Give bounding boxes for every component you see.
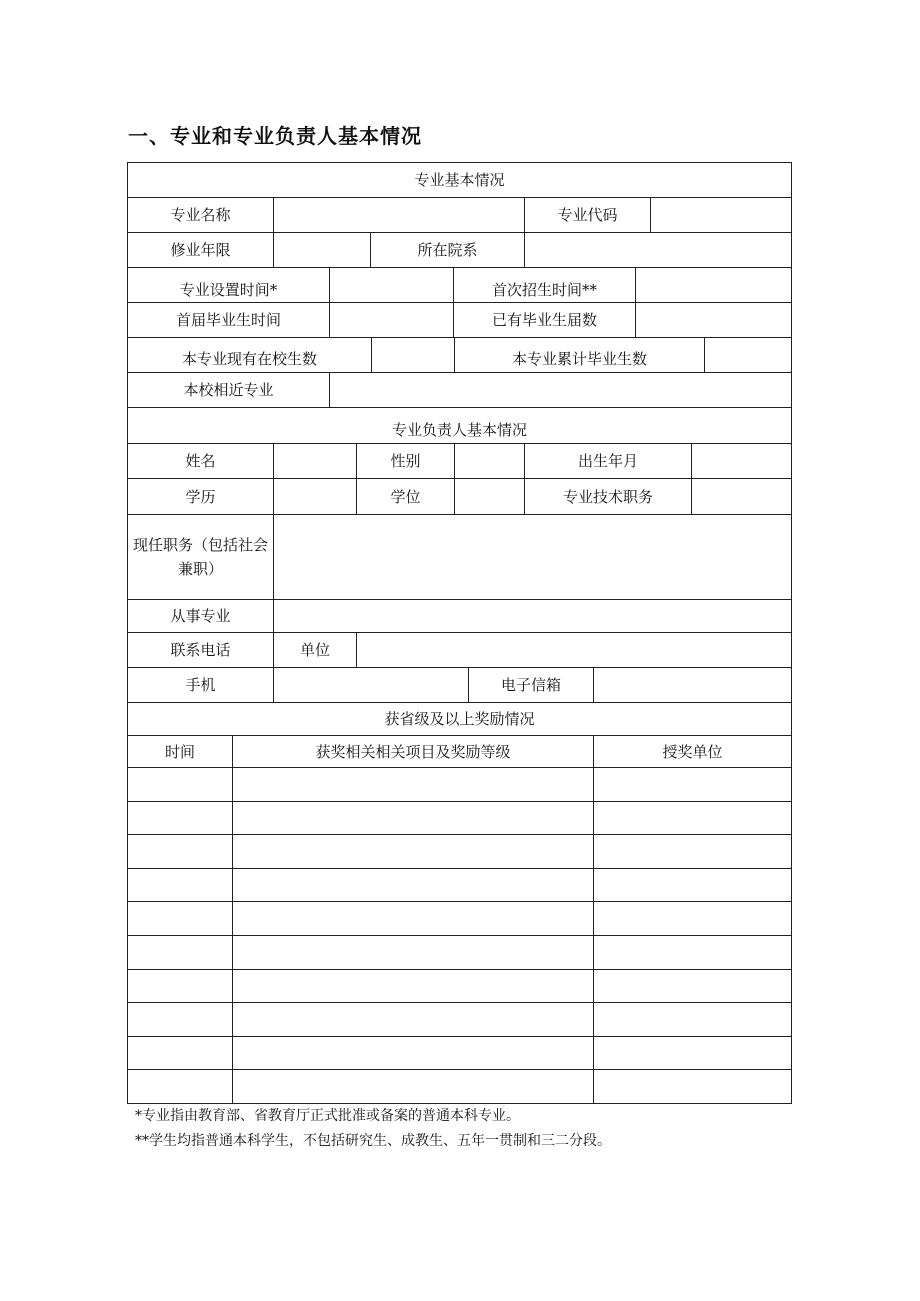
gender-field[interactable] <box>454 443 525 479</box>
award-time-cell[interactable] <box>127 801 233 836</box>
page-heading: 一、专业和专业负责人基本情况 <box>128 124 422 148</box>
field-field[interactable] <box>273 599 792 633</box>
education-field[interactable] <box>273 478 357 515</box>
awards-col-unit: 授奖单位 <box>593 735 792 768</box>
label-department: 所在院系 <box>370 232 525 268</box>
birth-field[interactable] <box>691 443 792 479</box>
degree-field[interactable] <box>454 478 525 515</box>
major-name-field[interactable] <box>273 197 525 233</box>
major-section-title: 专业基本情况 <box>127 162 792 198</box>
name-field[interactable] <box>273 443 357 479</box>
award-project-cell[interactable] <box>232 834 594 869</box>
label-phone: 联系电话 <box>127 632 274 668</box>
related-majors-field[interactable] <box>329 372 792 408</box>
department-field[interactable] <box>524 232 792 268</box>
awards-col-time: 时间 <box>127 735 233 768</box>
award-unit-cell[interactable] <box>593 834 792 869</box>
label-setup-time: 专业设置时间* <box>127 267 330 303</box>
current-students-field[interactable] <box>371 337 455 373</box>
label-title-rank: 专业技术职务 <box>524 478 692 515</box>
label-mobile: 手机 <box>127 667 274 703</box>
footnotes <box>135 1104 611 1154</box>
email-field[interactable] <box>593 667 792 703</box>
label-unit: 单位 <box>273 632 357 668</box>
leader-section-title: 专业负责人基本情况 <box>127 407 792 444</box>
award-unit-cell[interactable] <box>593 1036 792 1071</box>
first-grad-time-field[interactable] <box>329 302 454 338</box>
total-graduates-field[interactable] <box>704 337 792 373</box>
awards-col-project: 获奖相关相关项目及奖励等级 <box>232 735 594 768</box>
award-time-cell[interactable] <box>127 1069 233 1104</box>
award-project-cell[interactable] <box>232 901 594 936</box>
label-position: 现任职务（包括社会兼职） <box>127 514 274 600</box>
label-education: 学历 <box>127 478 274 515</box>
award-unit-cell[interactable] <box>593 935 792 970</box>
award-unit-cell[interactable] <box>593 969 792 1004</box>
study-years-field[interactable] <box>273 232 371 268</box>
award-time-cell[interactable] <box>127 935 233 970</box>
awards-section-title: 获省级及以上奖励情况 <box>127 702 792 736</box>
label-study-years: 修业年限 <box>127 232 274 268</box>
label-email: 电子信箱 <box>468 667 594 703</box>
award-unit-cell[interactable] <box>593 1002 792 1037</box>
award-time-cell[interactable] <box>127 901 233 936</box>
award-time-cell[interactable] <box>127 767 233 802</box>
label-gender: 性别 <box>356 443 455 479</box>
award-project-cell[interactable] <box>232 868 594 903</box>
award-project-cell[interactable] <box>232 1069 594 1104</box>
award-unit-cell[interactable] <box>593 901 792 936</box>
award-unit-cell[interactable] <box>593 801 792 836</box>
mobile-field[interactable] <box>273 667 469 703</box>
award-unit-cell[interactable] <box>593 868 792 903</box>
position-field[interactable] <box>273 514 792 600</box>
award-project-cell[interactable] <box>232 1002 594 1037</box>
label-name: 姓名 <box>127 443 274 479</box>
label-birth: 出生年月 <box>524 443 692 479</box>
award-project-cell[interactable] <box>232 935 594 970</box>
label-major-name: 专业名称 <box>127 197 274 233</box>
setup-time-field[interactable] <box>329 267 454 303</box>
grad-cohorts-field[interactable] <box>635 302 792 338</box>
label-current-students: 本专业现有在校生数 <box>127 337 372 373</box>
first-enroll-time-field[interactable] <box>635 267 792 303</box>
award-time-cell[interactable] <box>127 1036 233 1071</box>
unit-field[interactable] <box>356 632 792 668</box>
award-project-cell[interactable] <box>232 1036 594 1071</box>
label-first-enroll-time: 首次招生时间** <box>453 267 636 303</box>
label-total-graduates: 本专业累计毕业生数 <box>454 337 705 373</box>
award-time-cell[interactable] <box>127 1002 233 1037</box>
award-unit-cell[interactable] <box>593 1069 792 1104</box>
award-project-cell[interactable] <box>232 767 594 802</box>
label-major-code: 专业代码 <box>524 197 651 233</box>
label-related-majors: 本校相近专业 <box>127 372 330 408</box>
footnote-1: *专业指由教育部、省教育厅正式批准或备案的普通本科专业。 <box>135 1108 520 1124</box>
label-field: 从事专业 <box>127 599 274 633</box>
title-rank-field[interactable] <box>691 478 792 515</box>
label-grad-cohorts: 已有毕业生届数 <box>453 302 636 338</box>
label-first-grad-time: 首届毕业生时间 <box>127 302 330 338</box>
footnote-2: **学生均指普通本科学生，不包括研究生、成教生、五年一贯制和三二分段。 <box>135 1133 611 1149</box>
award-time-cell[interactable] <box>127 969 233 1004</box>
award-time-cell[interactable] <box>127 834 233 869</box>
major-code-field[interactable] <box>650 197 792 233</box>
award-project-cell[interactable] <box>232 969 594 1004</box>
award-project-cell[interactable] <box>232 801 594 836</box>
label-degree: 学位 <box>356 478 455 515</box>
award-time-cell[interactable] <box>127 868 233 903</box>
award-unit-cell[interactable] <box>593 767 792 802</box>
